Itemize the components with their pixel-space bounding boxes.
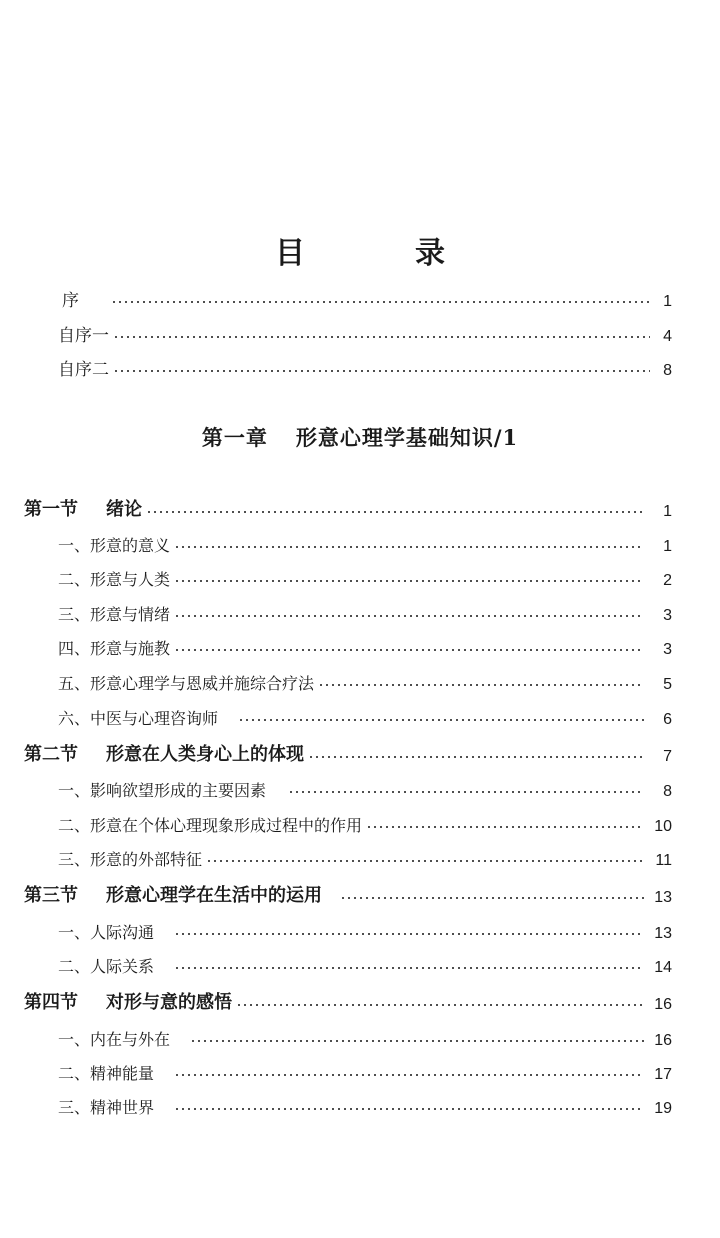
toc-entry[interactable] — [58, 354, 672, 380]
toc-entry[interactable] — [58, 951, 672, 977]
dot-leader — [174, 931, 644, 937]
toc-entry[interactable] — [62, 285, 672, 311]
toc-entry[interactable] — [58, 599, 672, 625]
toc-entry-label: 序 — [62, 291, 79, 311]
toc-entry[interactable] — [58, 320, 672, 346]
toc-entry-page: 13 — [654, 925, 672, 942]
toc-entry-label: 三、形意与情绪 — [58, 605, 171, 624]
toc-entry-page: 13 — [654, 889, 672, 906]
dot-leader — [340, 895, 644, 901]
toc-entry-page: 17 — [654, 1066, 672, 1083]
section-number: 第二节 — [24, 744, 78, 765]
dot-leader — [238, 717, 644, 723]
section-title: 形意心理学在生活中的运用 — [106, 885, 322, 906]
dot-leader — [113, 368, 650, 374]
chapter-number: 第一章 — [201, 425, 268, 450]
section-title: 绪论 — [106, 499, 142, 520]
toc-entry-page: 5 — [663, 676, 672, 693]
toc-entry-label: 自序一 — [58, 326, 109, 346]
dot-leader — [113, 334, 650, 340]
dot-leader — [206, 858, 644, 864]
dot-leader — [174, 544, 644, 550]
toc-entry-page: 3 — [663, 607, 672, 624]
toc-entry[interactable] — [58, 530, 672, 556]
toc-entry-label: 二、形意与人类 — [58, 570, 171, 589]
toc-entry-page: 1 — [663, 538, 672, 555]
toc-entry[interactable] — [58, 1024, 672, 1050]
toc-entry-page: 4 — [663, 328, 672, 345]
toc-entry-page: 11 — [655, 852, 672, 869]
toc-section[interactable] — [24, 881, 672, 907]
dot-leader — [111, 299, 650, 305]
section-title: 对形与意的感悟 — [106, 992, 232, 1013]
chapter-heading — [0, 422, 720, 452]
toc-entry[interactable] — [58, 1058, 672, 1084]
dot-leader — [318, 682, 644, 688]
section-number: 第四节 — [24, 992, 78, 1013]
toc-entry-page: 3 — [663, 641, 672, 658]
toc-entry-page: 7 — [663, 748, 672, 765]
toc-entry-label: 一、形意的意义 — [58, 536, 171, 555]
dot-leader — [236, 1002, 644, 1008]
toc-entry-label: 三、形意的外部特征 — [58, 850, 203, 869]
dot-leader — [366, 824, 644, 830]
toc-entry-label: 二、形意在个体心理现象形成过程中的作用 — [58, 816, 363, 835]
dot-leader — [174, 647, 644, 653]
toc-entry[interactable] — [58, 1092, 672, 1118]
toc-entry[interactable] — [58, 564, 672, 590]
toc-entry-label: 六、中医与心理咨询师 — [58, 709, 219, 728]
toc-entry[interactable] — [58, 668, 672, 694]
toc-entry[interactable] — [58, 703, 672, 729]
toc-entry-label: 三、精神世界 — [58, 1098, 155, 1117]
toc-entry-label: 一、影响欲望形成的主要因素 — [58, 781, 267, 800]
toc-entry-label: 自序二 — [58, 360, 109, 380]
toc-entry-page: 2 — [663, 572, 672, 589]
toc-entry[interactable] — [58, 810, 672, 836]
toc-entry[interactable] — [58, 844, 672, 870]
dot-leader — [190, 1038, 644, 1044]
toc-entry-page: 8 — [663, 783, 672, 800]
page-title: 目 录 — [275, 236, 485, 271]
toc-entry-page: 1 — [663, 503, 672, 520]
dot-leader — [146, 509, 644, 515]
section-number: 第三节 — [24, 885, 78, 906]
toc-entry-page: 14 — [654, 959, 672, 976]
toc-entry-page: 19 — [654, 1100, 672, 1117]
toc-entry[interactable] — [58, 775, 672, 801]
toc-entry[interactable] — [58, 917, 672, 943]
toc-entry-label: 二、精神能量 — [58, 1064, 155, 1083]
toc-entry-page: 16 — [654, 1032, 672, 1049]
toc-entry-label: 一、人际沟通 — [58, 923, 155, 942]
dot-leader — [288, 789, 644, 795]
toc-entry-page: 6 — [663, 711, 672, 728]
dot-leader — [174, 965, 644, 971]
toc-section[interactable] — [24, 988, 672, 1014]
toc-entry-page: 8 — [663, 362, 672, 379]
dot-leader — [174, 1072, 644, 1078]
dot-leader — [174, 613, 644, 619]
section-title: 形意在人类身心上的体现 — [106, 744, 304, 765]
toc-entry-page: 10 — [654, 818, 672, 835]
dot-leader — [308, 754, 644, 760]
toc-entry-label: 四、形意与施教 — [58, 639, 171, 658]
toc-entry-page: 1 — [663, 293, 672, 310]
section-number: 第一节 — [24, 499, 78, 520]
dot-leader — [174, 1106, 644, 1112]
chapter-title: 形意心理学基础知识/1 — [295, 425, 519, 450]
toc-section[interactable] — [24, 495, 672, 521]
toc-entry[interactable] — [58, 633, 672, 659]
toc-entry-page: 16 — [654, 996, 672, 1013]
toc-entry-label: 五、形意心理学与恩威并施综合疗法 — [58, 674, 315, 693]
toc-entry-label: 一、内在与外在 — [58, 1030, 171, 1049]
toc-section[interactable] — [24, 740, 672, 766]
dot-leader — [174, 578, 644, 584]
toc-entry-label: 二、人际关系 — [58, 957, 155, 976]
